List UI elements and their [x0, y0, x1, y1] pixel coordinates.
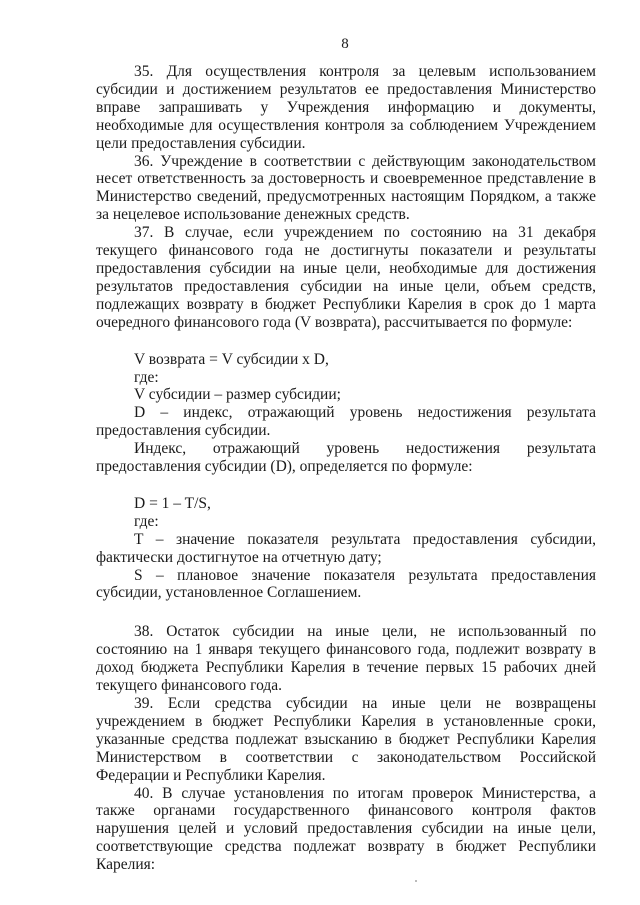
spacer — [96, 602, 596, 623]
index-description: Индекс, отражающий уровень недостижения результата предоставления субсидии (D), определяется по формуле: — [96, 440, 596, 476]
formula-where-label: где: — [134, 368, 159, 386]
scan-speck — [415, 880, 417, 882]
definition-d-index: D – индекс, отражающий уровень недостижения результата предоставления субсидии. — [96, 404, 596, 440]
formula-d: D = 1 – T/S, — [134, 494, 211, 512]
definition-t: T – значение показателя результата предоставления субсидии, фактически достигнутое на отчетную дату; — [96, 530, 596, 566]
formula-where-label: где: — [134, 512, 159, 530]
paragraph-40: 40. В случае установления по итогам проверок Министерства, а также органами государственного финансового контроля фактов нарушения целей и условий предоставления субсидии на иные цели, соответствующие средства подлежат возврату в бюджет Республики Карелия: — [96, 784, 596, 874]
spacer — [96, 476, 596, 495]
paragraph-37: 37. В случае, если учреждением по состоянию на 31 декабря текущего финансового года не достигнуты показатели и результаты предоставления субсидии на иные цели, необходимые для достижения результатов предоставления субсидии на иные цели, объем средств, подлежащих возврату в бюджет Республики Карелия в срок до 1 марта очередного финансового года (V возврата), рассчитывается по формуле: — [96, 224, 596, 331]
definition-v-subsidy: V субсидии – размер субсидии; — [134, 386, 341, 404]
document-body — [96, 63, 596, 874]
page-number: 8 — [341, 36, 349, 52]
spacer — [96, 332, 596, 351]
paragraph-38: 38. Остаток субсидии на иные цели, не использованный по состоянию на 1 января текущего финансового года, подлежит возврату в доход бюджета Республики Карелия в течение первых 15 рабочих дней текущего финансового года. — [96, 623, 596, 695]
paragraph-36: 36. Учреждение в соответствии с действующим законодательством несет ответственность за достоверность и своевременное представление в Министерство сведений, предусмотренных настоящим Порядком, а также за нецелевое использование денежных средств. — [96, 152, 596, 224]
paragraph-35: 35. Для осуществления контроля за целевым использованием субсидии и достижением результатов ее предоставления Министерство вправе запрашивать у Учреждения информацию и документы, необходимые для осуществления контроля за соблюдением Учреждением цели предоставления субсидии. — [96, 63, 596, 152]
paragraph-39: 39. Если средства субсидии на иные цели не возвращены учреждением в бюджет Республики Карелия в установленные сроки, указанные средства подлежат взысканию в бюджет Республики Карелия Министерством в соответствии с законодательством Российской Федерации и Республики Карелия. — [96, 695, 596, 784]
definition-s: S – плановое значение показателя результата предоставления субсидии, установленное Соглашением. — [96, 566, 596, 602]
formula-v-return: V возврата = V субсидии x D, — [134, 350, 329, 368]
